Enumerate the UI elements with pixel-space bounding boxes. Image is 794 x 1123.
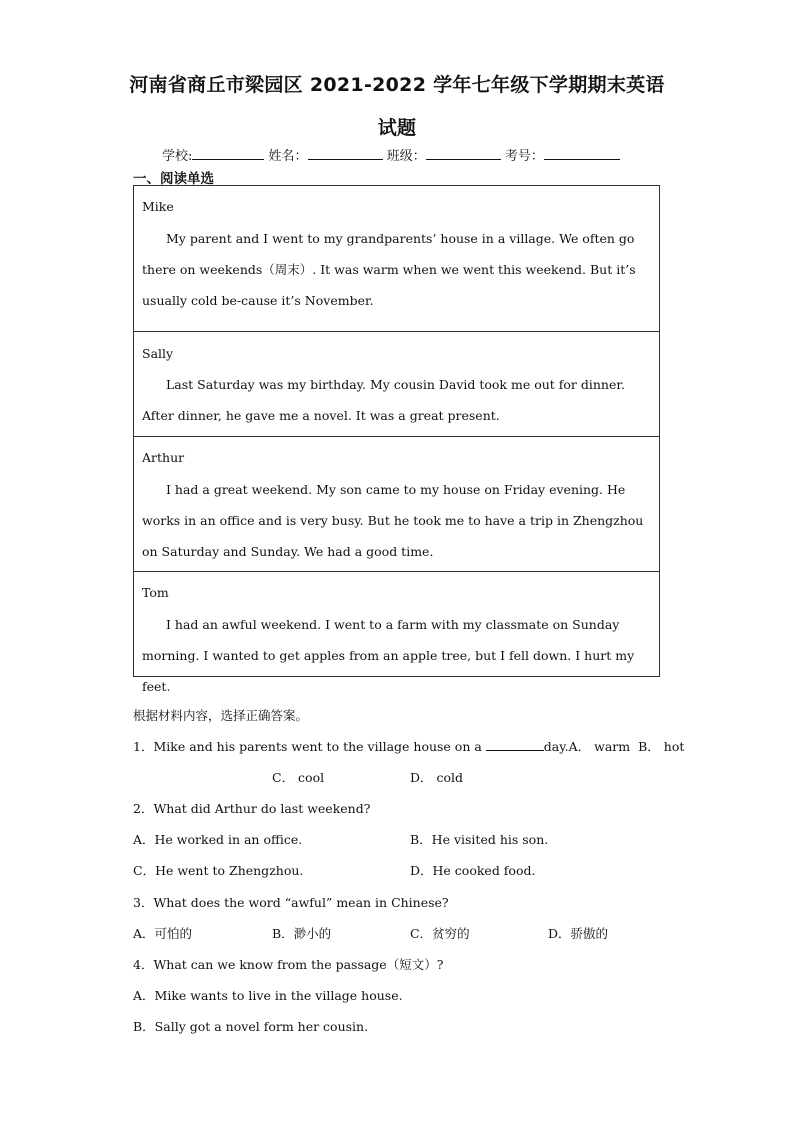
passage-name: Mike	[142, 199, 174, 214]
name-label: 姓名：	[268, 149, 308, 164]
passage-name: Arthur	[142, 450, 185, 465]
passage-text: I had a great weekend. My son came to my house on Friday evening. He works in an office and is very busy. But he took me to have a trip in Zhengzhou on Saturday and Sunday. We had a good time.	[142, 482, 644, 559]
option-d[interactable]: D．He cooked food.	[410, 863, 536, 878]
option-d[interactable]: D．骄傲的	[548, 926, 609, 941]
option-b[interactable]: B．He visited his son.	[410, 832, 549, 847]
student-info-line	[162, 145, 620, 164]
question-1-stem-before: 1．Mike and his parents went to the village house on a	[133, 739, 486, 754]
page-title-line-1: 河南省商丘市梁园区 2021-2022 学年七年级下学期期末英语	[129, 74, 665, 96]
option-a[interactable]: A．He worked in an office.	[133, 832, 303, 847]
page-title-line-2: 试题	[377, 117, 417, 139]
passage-text: I had an awful weekend. I went to a farm with my classmate on Sunday morning. I wanted to get apples from an apple tree, but I fell down. I hurt my feet.	[142, 617, 635, 694]
passage-box-arthur	[133, 436, 660, 572]
passage-text: My parent and I went to my grandparents’ house in a village. We often go there on weekends（周末）. It was warm when we went this weekend. But it’s usually cold be-cause it’s November.	[142, 231, 636, 308]
option-a[interactable]: A．Mike wants to live in the village house.	[133, 988, 403, 1003]
passage-box-tom	[133, 571, 660, 694]
school-blank[interactable]	[192, 146, 264, 160]
name-blank[interactable]	[308, 146, 383, 160]
number-label: 考号：	[504, 149, 544, 164]
passage-box-mike	[133, 185, 660, 332]
option-b[interactable]: B．渺小的	[272, 926, 332, 941]
passage-text: Last Saturday was my birthday. My cousin David took me out for dinner. After dinner, he gave me a novel. It was a great present.	[142, 377, 625, 423]
option-c[interactable]: C．He went to Zhengzhou.	[133, 863, 304, 878]
option-b[interactable]: B．Sally got a novel form her cousin.	[133, 1019, 369, 1034]
class-blank[interactable]	[426, 146, 501, 160]
school-label: 学校:	[162, 149, 193, 164]
option-a[interactable]: A．可怕的	[133, 926, 193, 941]
number-blank[interactable]	[544, 146, 620, 160]
question-3-stem: 3．What does the word “awful” mean in Chinese?	[133, 895, 449, 910]
answer-blank[interactable]	[486, 738, 544, 751]
passage-name: Tom	[142, 585, 169, 600]
question-1-stem-after: day.	[543, 739, 569, 754]
question-2-stem: 2．What did Arthur do last weekend?	[133, 801, 371, 816]
class-label: 班级：	[386, 149, 426, 164]
section-title: 一、阅读单选	[133, 171, 214, 187]
option-c[interactable]: C．贫穷的	[410, 926, 470, 941]
question-1-stem	[133, 737, 684, 755]
option-d[interactable]: D． cold	[410, 770, 464, 785]
option-c[interactable]: C． cool	[272, 770, 325, 785]
instruction: 根据材料内容，选择正确答案。	[133, 708, 309, 723]
passage-box-sally	[133, 331, 660, 437]
question-4-stem: 4．What can we know from the passage（短文）?	[133, 957, 444, 972]
passage-name: Sally	[142, 346, 174, 361]
option-a[interactable]: A． warm	[568, 739, 631, 754]
option-b[interactable]: B． hot	[638, 739, 685, 754]
